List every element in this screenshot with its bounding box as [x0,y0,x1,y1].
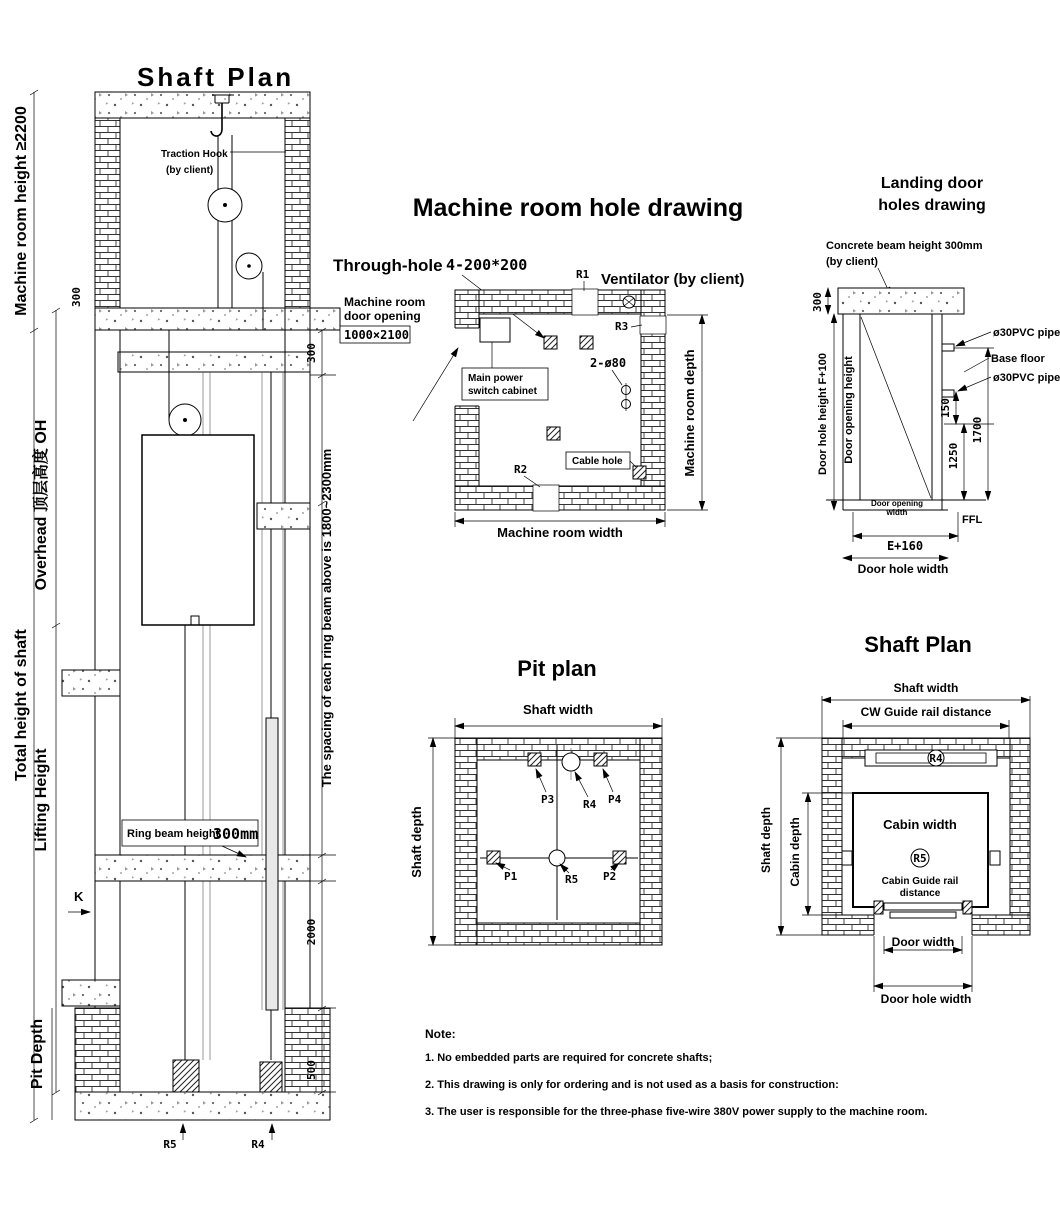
label-door-opening-height: Door opening height [843,356,855,464]
label-concrete-beam-2: (by client) [826,256,878,268]
dim-2000: 2000 [305,918,318,946]
label-pit-r5: R5 [565,873,579,886]
sp-left-wall [822,738,842,935]
label-p3: P3 [541,793,555,806]
through-hole-square [580,336,593,349]
ring-beam [62,670,120,696]
label-r5: R5 [163,1138,177,1151]
right-wall-brick [285,118,310,308]
label-cabin-width: Cabin width [883,817,957,832]
pit-rail-r5 [549,850,565,866]
dim-500: 500 [305,1060,318,1080]
ring-beam [62,980,120,1006]
label-ld-door-hole-width: Door hole width [857,562,949,576]
secondary-slab [118,352,310,372]
pit-left-wall [455,738,477,945]
machine-room-hole-drawing [333,194,744,540]
label-r4: R4 [251,1138,265,1151]
left-wall-brick [95,118,120,330]
label-mr-r3: R3 [615,320,629,333]
pit-hole-p4 [594,753,607,766]
label-mr-depth: Machine room depth [682,349,697,477]
landing-door [890,912,956,918]
label-pit-r4: R4 [583,798,597,811]
label-pvc-top: ø30PVC pipe [993,327,1060,339]
counterweight [266,718,278,1010]
note-item-1: 1. No embedded parts are required for concrete shafts; [425,1052,713,1064]
power-cabinet [480,318,510,342]
label-p4: P4 [608,793,622,806]
concrete-beam [838,288,964,314]
label-sp-r4: R4 [929,752,943,765]
label-sp-r5: R5 [913,852,927,865]
sp-right-wall [1010,738,1030,935]
label-mr-door-1: Machine room [344,295,426,309]
pit-right-wall [640,738,662,945]
pit-hole-p3 [528,753,541,766]
label-cw-guide: CW Guide rail distance [860,705,992,719]
label-pit-depth: Pit Depth [29,1018,46,1090]
label-pit-shaft-depth: Shaft depth [409,806,424,878]
traction-hook-label: Traction Hook [161,149,228,160]
value-through-hole-size: 4-200*200 [446,256,528,274]
label-sp-door-hole-width: Door hole width [880,992,972,1006]
landing-title-2: holes drawing [878,197,986,214]
ventilator-icon [623,296,635,308]
dim-1250: 1250 [947,442,960,470]
label-k: K [74,889,84,904]
pvc-pipe-icon [942,344,954,351]
label-p2: P2 [603,870,617,883]
dim-300-left: 300 [70,287,83,307]
label-mr-door-2: door opening [344,309,421,323]
guide-shoe-right [990,851,1000,865]
label-lifting-height: Lifting Height [33,748,50,852]
label-overhead: Overhead 顶层高度 OH [33,419,50,591]
landing-title-1: Landing door [880,175,984,192]
label-ring-spacing: The spacing of each ring beam above is 1800~2300mm [319,448,334,788]
dim-300-right: 300 [305,343,318,363]
notes-block [425,1027,927,1118]
pit-rail-r4 [562,753,580,771]
pit-hole-p2 [613,851,626,864]
mr-hole-r2 [533,485,559,511]
cwt-buffer [260,1062,282,1092]
top-slab [95,92,310,118]
traction-machine [169,135,263,436]
dim-300-beam: 300 [811,292,824,312]
label-mr-width: Machine room width [497,525,623,540]
value-ring-beam-height: 300mm [213,825,259,843]
pit-top-wall [455,738,662,760]
cable-hole-square [633,466,646,479]
pit-plan-drawing [409,656,662,945]
traction-hook-label-2: (by client) [166,165,214,176]
label-cabin-depth: Cabin depth [788,817,802,887]
value-mr-door-size: 1000×2100 [344,328,410,342]
label-door-opening-width-1: Door opening [871,499,923,508]
label-door-hole-height: Door hole height F+100 [817,353,829,475]
pvc-pipe-icon [942,390,954,397]
label-ffl: FFL [962,514,983,526]
label-mr-r1: R1 [576,268,590,281]
label-pvc-bottom: ø30PVC pipe [993,372,1060,384]
car-door [884,903,962,910]
pit-bottom-wall [455,923,662,945]
label-total-height: Total height of shaft [13,629,30,781]
note-item-3: 3. The user is responsible for the three-phase five-wire 380V power supply to the machine room. [425,1106,928,1118]
ring-beam [257,503,310,529]
label-ventilator: Ventilator (by client) [601,271,745,288]
label-sp-shaft-depth: Shaft depth [759,807,773,873]
machine-room-title: Machine room hole drawing [412,194,744,222]
label-cabin-guide-2: distance [899,888,941,899]
mr-hole-r1 [572,289,598,315]
pit-floor [75,1092,330,1120]
door-jamb-right [963,901,972,914]
door-jamb-left [874,901,883,914]
through-hole-square [544,336,557,349]
shaft-elevation-title: Shaft Plan [137,62,295,92]
label-sp-door-width: Door width [891,935,955,949]
label-concrete-beam-1: Concrete beam height 300mm [826,240,983,252]
shaft-plan-title: Shaft Plan [864,632,972,657]
car-buffer [173,1060,199,1092]
machine-floor-slab [95,308,340,330]
elevator-car [142,435,254,625]
pit-plan-title: Pit plan [517,656,597,681]
label-2-o80: 2-ø80 [590,356,627,370]
shaft-plan-section-drawing [759,632,1030,1006]
pit-wall [75,1008,120,1092]
notes-heading: Note: [425,1027,456,1041]
label-pit-shaft-width: Shaft width [522,702,594,717]
label-power-1: Main power [468,373,524,384]
through-hole-square [547,427,560,440]
mr-bottom-wall [455,486,665,510]
label-base-floor: Base floor [991,353,1045,365]
pit-hole-p1 [487,851,500,864]
label-ring-beam-height: Ring beam height [127,828,220,840]
label-sp-shaft-width: Shaft width [893,681,959,695]
dim-e160: E+160 [886,539,924,553]
shaft-elevation-drawing [13,62,340,1151]
label-cable-hole: Cable hole [572,456,623,467]
dim-1700: 1700 [971,416,984,444]
note-item-2: 2. This drawing is only for ordering and is not used as a basis for construction: [425,1079,839,1091]
label-p1: P1 [504,870,518,883]
guide-shoe-left [842,851,852,865]
mr-hole-r3 [640,316,666,334]
landing-door-holes-drawing [811,175,1060,576]
label-mr-r2: R2 [514,463,528,476]
label-through-hole: Through-hole [333,256,443,275]
label-cabin-guide-1: Cabin Guide rail [881,876,959,887]
label-door-opening-width-2: width [886,508,908,517]
dim-150: 150 [939,398,952,418]
label-power-2: switch cabinet [468,386,537,397]
label-machine-room-height: Machine room height ≥2200 [13,106,30,316]
